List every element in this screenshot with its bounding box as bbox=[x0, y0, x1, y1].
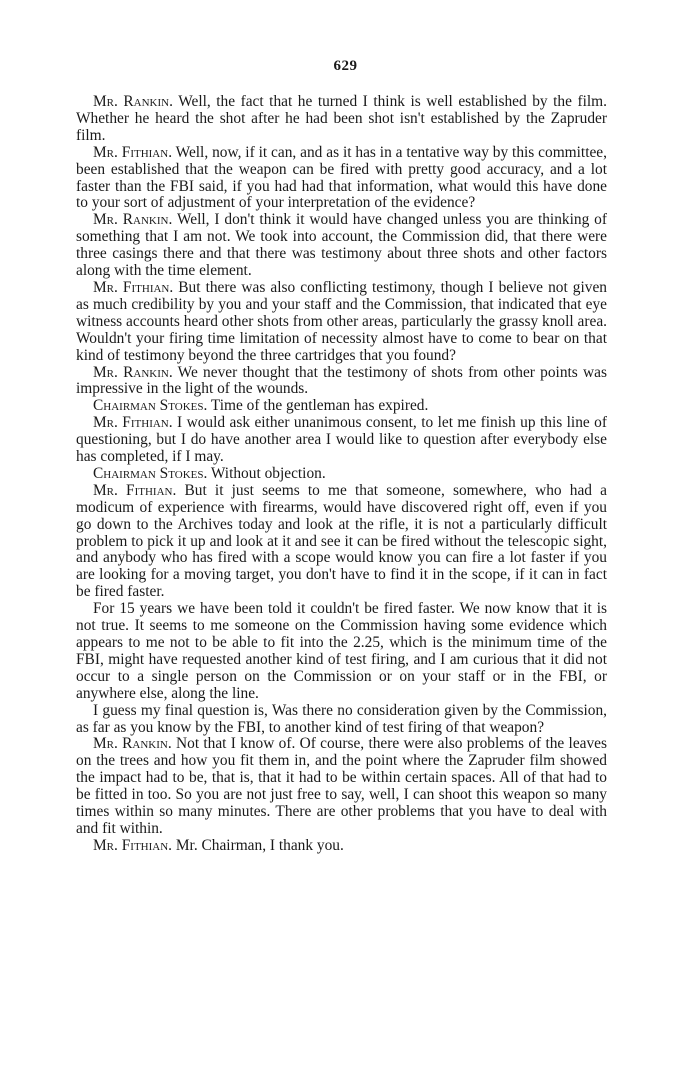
speaker-name: Mr. Fithian. bbox=[93, 414, 173, 432]
statement-text: Well, the fact that he turned I think is well established by the film. Whether he heard the shot after he had been shot isn't established by the Zapruder film. bbox=[76, 93, 607, 144]
transcript-paragraph bbox=[76, 838, 607, 855]
speaker-name: Mr. Fithian. bbox=[93, 836, 173, 854]
speaker-name: Chairman Stokes. bbox=[93, 397, 208, 415]
speaker-name: Chairman Stokes. bbox=[93, 464, 208, 482]
speaker-name: Mr. Rankin. bbox=[93, 735, 172, 753]
transcript-paragraph bbox=[76, 466, 607, 483]
statement-text: Well, now, if it can, and as it has in a tentative way by this committee, been established that the weapon can be fired with pretty good accuracy, and a lot faster than the FBI said, if you had had that information, what would this have done to your sort of adjustment of your interpretation of the evidence? bbox=[76, 143, 607, 212]
speaker-name: Mr. Rankin. bbox=[93, 211, 173, 229]
statement-text: I would ask either unanimous consent, to let me finish up this line of questioning, but I do have another area I would like to question after everybody else has completed, if I may. bbox=[76, 414, 607, 466]
statement-text: For 15 years we have been told it couldn't be fired faster. We now know that it is not true. It seems to me someone on the Commission having some evidence which appears to me not to be able to fit into the 2.25, which is the minimum time of the FBI, might have requested another kind of test firing, and I am curious that it did not occur to a single person on the Commission or on your staff or in the FBI, or anywhere else, along the line. bbox=[76, 600, 607, 702]
transcript-paragraph bbox=[76, 736, 607, 837]
statement-text: I guess my final question is, Was there no consideration given by the Commission, as far as you know by the FBI, to another kind of test firing of that weapon? bbox=[76, 701, 607, 736]
statement-text: But it just seems to me that someone, somewhere, who had a modicum of experience with firearms, would have discovered right off, even if you go down to the Archives today and look at the rifle, it is not a particularly difficult problem to pick it up and look at it and see it can be fired without the telescopic sight, and anybody who has fired with a scope would know you can fire a lot faster if you are looking for a moving target, you don't have to find it in the scope, if it can in fact be fired faster. bbox=[76, 481, 607, 601]
speaker-name: Mr. Fithian. bbox=[93, 143, 173, 161]
transcript-paragraph bbox=[76, 398, 607, 415]
speaker-name: Mr. Fithian. bbox=[93, 481, 177, 499]
transcript-paragraph bbox=[76, 415, 607, 466]
transcript-paragraph bbox=[76, 601, 607, 702]
transcript-paragraph bbox=[76, 212, 607, 280]
speaker-name: Mr. Rankin. bbox=[93, 93, 173, 110]
statement-text: But there was also conflicting testimony, though I believe not given as much credibility by you and your staff and the Commission, that indicated that eye witness accounts heard other shots from other areas, particularly the grassy knoll area. Wouldn't your firing time limitation of necessity almost have to come to bear on that kind of testimony beyond the three cartridges that you found? bbox=[76, 278, 607, 364]
transcript-paragraph bbox=[76, 280, 607, 365]
statement-text: Time of the gentleman has expired. bbox=[207, 397, 429, 415]
hearing-transcript bbox=[76, 94, 607, 855]
statement-text: We never thought that the testimony of shots from other points was impressive in the light of the wounds. bbox=[76, 363, 607, 398]
transcript-paragraph bbox=[76, 145, 607, 213]
statement-text: Well, I don't think it would have changed unless you are thinking of something that I am not. We took into account, the Commission did, that there were three casings there and that there was testimony about three shots and other factors along with the time element. bbox=[76, 211, 607, 280]
statement-text: Without objection. bbox=[207, 464, 326, 482]
statement-text: Not that I know of. Of course, there were also problems of the leaves on the trees and how you fit them in, and the point where the Zapruder film showed the impact had to be, that is, that it had to be within certain spaces. All of that had to be fitted in too. So you are not just free to say, well, I can shoot this weapon so many times within so many minutes. There are other problems that you have to deal with and fit within. bbox=[76, 735, 607, 837]
speaker-name: Mr. Fithian. bbox=[93, 278, 174, 296]
transcript-paragraph bbox=[76, 483, 607, 601]
page-number: 629 bbox=[333, 58, 358, 74]
speaker-name: Mr. Rankin. bbox=[93, 363, 173, 381]
statement-text: Mr. Chairman, I thank you. bbox=[172, 836, 344, 854]
transcript-paragraph bbox=[76, 703, 607, 737]
transcript-paragraph bbox=[76, 365, 607, 399]
transcript-paragraph bbox=[76, 94, 607, 145]
